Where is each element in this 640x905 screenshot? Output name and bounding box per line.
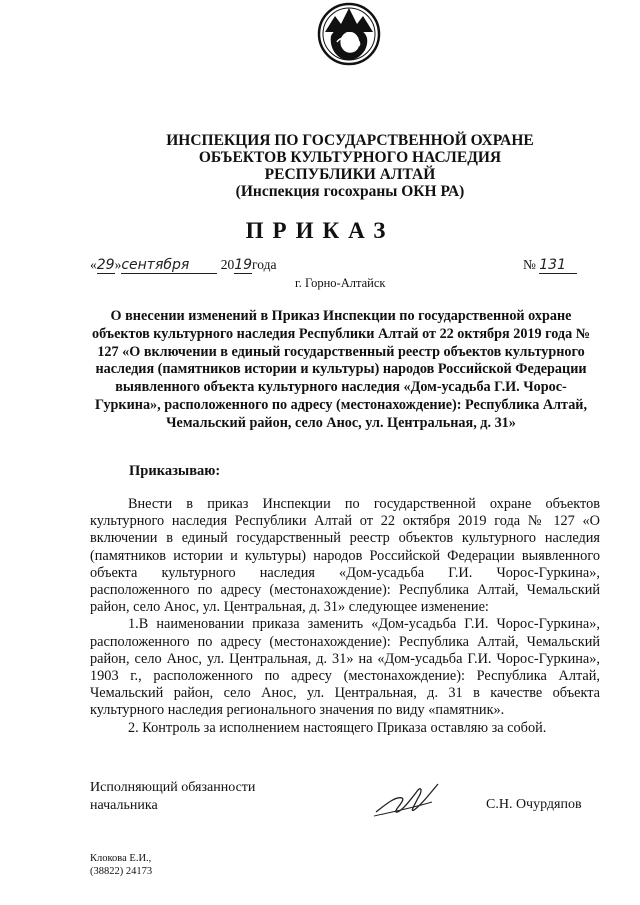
header-line-4: (Инспекция госохраны ОКН РА)	[235, 183, 465, 200]
order-subject: О внесении изменений в Приказ Инспекции по государственной охране объектов культурного наследия Республики Алтай от 22 октября 2019 года № 127 «О включении в единый государственный реестр объектов культурного наследия (памятников истории и культуры) народов Российской Федерации выявленного объекта культурного наследия «Дом-усадьба Г.И. Чорос-Гуркина», расположенного по адресу (местонахождение): Республика Алтай, Чемальский район, село Анос, ул. Центральная, д. 31»	[91, 308, 591, 431]
contact-author: Клокова Е.И.,	[90, 853, 152, 864]
body-paragraph-1: Внести в приказ Инспекции по государственной охране объектов культурного наследия Республики Алтай от 22 октября 2019 года № 127 «О включении в единый государственный реестр объектов культурного наследия (памятников истории и культуры) народов Российской Федерации выявленного объекта культурного наследия «Дом-усадьба Г.И. Чорос-Гуркина», расположенного по адресу (местонахождение): Республика Алтай, Чемальский район, село Анос, ул. Центральная, д. 31» следующее изменение:	[90, 496, 600, 616]
order-number	[523, 257, 577, 274]
contact-info	[90, 853, 152, 878]
handwritten-signature	[372, 778, 444, 820]
date-year-word: года	[252, 257, 277, 272]
header-line-3: РЕСПУБЛИКИ АЛТАЙ	[264, 166, 436, 183]
order-date	[90, 257, 276, 274]
body-paragraph-3: 2. Контроль за исполнением настоящего Приказа оставляю за собой.	[128, 719, 547, 736]
date-month: сентября	[121, 257, 217, 274]
document-title: ПРИКАЗ	[245, 218, 395, 243]
number-value: 131	[539, 257, 577, 274]
date-year-prefix: 20	[220, 257, 235, 272]
city: г. Горно-Алтайск	[295, 276, 386, 290]
signatory-position	[90, 779, 255, 815]
order-directive: Приказываю:	[129, 463, 221, 479]
date-open-quote: «	[90, 257, 97, 272]
date-day: 29	[96, 257, 115, 273]
header-line-2: ОБЪЕКТОВ КУЛЬТУРНОГО НАСЛЕДИЯ	[198, 149, 502, 166]
order-body	[90, 496, 600, 737]
signatory-name: С.Н. Очурдяпов	[486, 797, 582, 812]
signatory-position-line-1: Исполняющий обязанности	[90, 780, 256, 795]
body-paragraph-2: 1.В наименовании приказа заменить «Дом-усадьба Г.И. Чорос-Гуркина», расположенного по адресу (местонахождение): Республика Алтай, Чемальский район, село Анос, ул. Центральная, д. 31» на «Дом-усадьба Г.И. Чорос-Гуркина», 1903 г., расположенного по адресу (местонахождение): Республика Алтай, Чемальский район, село Анос, ул. Центральная, д. 31 в качестве объекта культурного наследия регионального значения по виду «памятник».	[90, 616, 600, 719]
header-line-1: ИНСПЕКЦИЯ ПО ГОСУДАРСТВЕННОЙ ОХРАНЕ	[166, 132, 534, 149]
organization-header	[100, 132, 600, 200]
signatory-position-line-2: начальника	[90, 798, 158, 813]
date-year-suffix: 19	[234, 257, 253, 273]
contact-phone: (38822) 24173	[90, 865, 153, 877]
coat-of-arms-emblem	[317, 2, 381, 114]
number-label: №	[523, 257, 536, 272]
date-close-quote: »	[114, 257, 122, 272]
